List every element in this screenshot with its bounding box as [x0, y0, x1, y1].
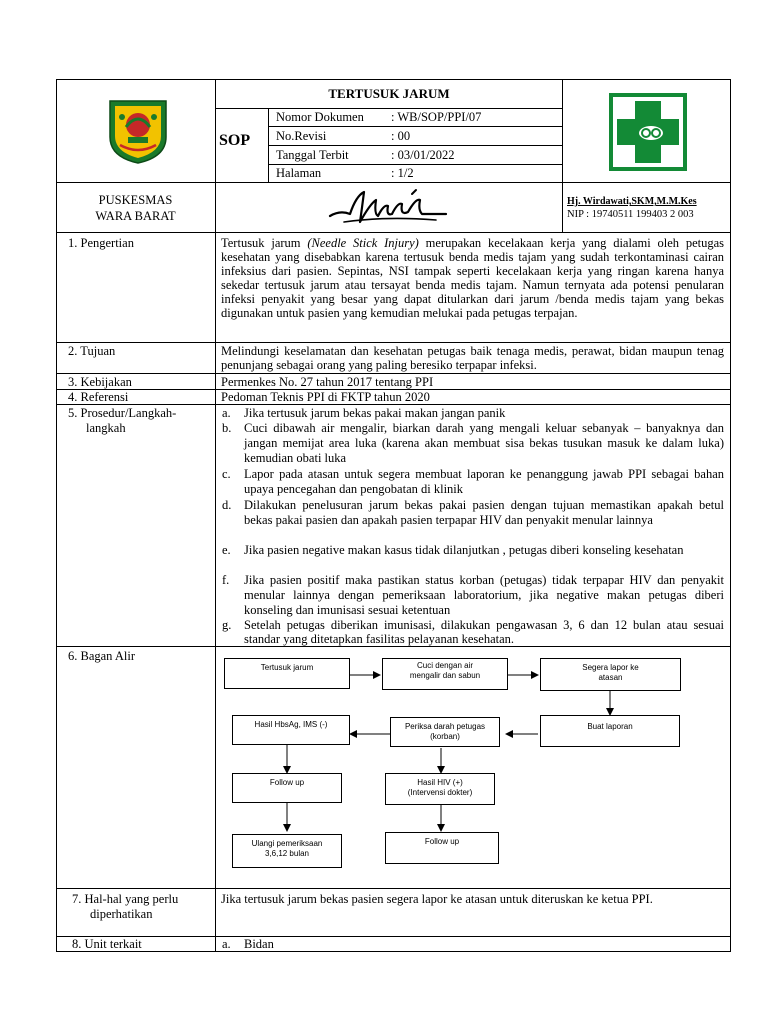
- step-text: Dilakukan penelusuran jarum bekas pakai pasien dengan tujuan memastikan apakah betul bekas pakai pasien dan apakah pasien terpapar HIV dan penyakit menular lainnya: [244, 498, 724, 527]
- node-text: Tertusuk jarum: [260, 663, 314, 672]
- node-text: atasan: [598, 673, 623, 682]
- tujuan-text: Melindungi keselamatan dan kesehatan petugas baik tenaga medis, perawat, bidan maupun tenag penunjang sebagai orang yang paling beresiko terpapar infeksi.: [221, 344, 724, 372]
- signature: [326, 186, 454, 230]
- step-text: Setelah petugas diberikan imunisasi, dilakukan pengawasan 3, 6 dan 12 bulan atau sesuai standar yang ditetapkan fasilitas pelayanan kesehatan.: [244, 618, 724, 646]
- divider: [56, 342, 731, 343]
- step-letter: b.: [222, 421, 232, 435]
- org-name-line1: PUSKESMAS: [98, 193, 173, 207]
- flow-node-follow-up-2: [385, 832, 499, 864]
- section-label-prosedur: 5. Prosedur/Langkah-: [68, 406, 177, 420]
- flow-node-hasil-hiv: [385, 773, 495, 805]
- step-text: Cuci dibawah air mengalir, biarkan darah yang mengali keluar sebanyak – banyaknya dan jangan memijat area luka (karena akan membuat sisa bekas tusukan masuk ke dalam luka) kemudian obati luka: [244, 421, 724, 465]
- node-text: Follow up: [269, 778, 305, 787]
- unit-text: Bidan: [244, 937, 274, 951]
- org-name-line2: WARA BARAT: [95, 209, 176, 223]
- flow-node-hasil-negatif: [232, 715, 350, 745]
- divider: [268, 126, 563, 127]
- table-border-top: [56, 79, 731, 80]
- divider: [562, 79, 563, 232]
- node-text: Hasil HIV (+): [417, 778, 463, 787]
- signer-name: Hj. Wirdawati,SKM,M.M.Kes: [567, 196, 697, 207]
- section-label-pengertian: 1. Pengertian: [68, 236, 134, 250]
- signer-nip: NIP : 19740511 199403 2 003: [567, 209, 694, 220]
- flow-node-cuci: [382, 658, 508, 690]
- section-label-hal-2: diperhatikan: [90, 907, 153, 921]
- unit-letter: a.: [222, 937, 231, 951]
- node-text: Segera lapor ke: [582, 663, 639, 672]
- step-letter: c.: [222, 467, 231, 481]
- divider: [268, 164, 563, 165]
- divider: [56, 182, 731, 183]
- node-text: Ulangi pemeriksaan: [251, 839, 323, 848]
- section-label-bagan-alir: 6. Bagan Alir: [68, 649, 136, 663]
- meta-value: : 03/01/2022: [391, 148, 455, 162]
- flow-node-follow-up-1: [232, 773, 342, 803]
- divider: [56, 888, 731, 889]
- node-text: Buat laporan: [587, 722, 633, 731]
- step-text: Jika pasien negative makan kasus tidak dilanjutkan , petugas diberi konseling kesehatan: [244, 543, 684, 557]
- node-text: (Intervensi dokter): [407, 788, 473, 797]
- meta-label: No.Revisi: [276, 129, 327, 143]
- divider: [56, 936, 731, 937]
- flow-node-tertusuk: [224, 658, 350, 689]
- step-text: Lapor pada atasan untuk segera membuat laporan ke penanggung jawab PPI sebagai bahan upaya pencegahan dan pengobatan di klinik: [244, 467, 724, 496]
- divider: [215, 108, 563, 109]
- step-letter: g.: [222, 618, 232, 632]
- hal-text: Jika tertusuk jarum bekas pasien segera lapor ke atasan untuk diteruskan ke ketua PPI.: [221, 892, 653, 906]
- flow-node-periksa: [390, 717, 500, 747]
- meta-value: : 00: [391, 129, 411, 143]
- puskesmas-logo: [609, 93, 687, 171]
- sop-label: SOP: [219, 132, 251, 149]
- section-label-referensi: 4. Referensi: [68, 390, 129, 404]
- node-text: Cuci dengan air: [416, 661, 474, 670]
- meta-value: : 1/2: [391, 166, 414, 180]
- node-text: (korban): [430, 732, 460, 741]
- step-text: Jika tertusuk jarum bekas pakai makan jangan panik: [244, 406, 506, 420]
- node-text: 3,6,12 bulan: [264, 849, 310, 858]
- section-label-unit: 8. Unit terkait: [72, 937, 142, 951]
- divider: [56, 373, 731, 374]
- meta-label: Tanggal Terbit: [276, 148, 349, 162]
- meta-value: : WB/SOP/PPI/07: [391, 110, 482, 124]
- divider: [56, 232, 731, 233]
- step-letter: a.: [222, 406, 231, 420]
- meta-label: Halaman: [276, 166, 322, 180]
- section-label-hal: 7. Hal-hal yang perlu: [72, 892, 179, 906]
- regency-emblem-logo: [106, 97, 170, 165]
- meta-label: Nomor Dokumen: [276, 110, 364, 124]
- section-label-prosedur-2: langkah: [86, 421, 126, 435]
- document-title: TERTUSUK JARUM: [328, 86, 450, 101]
- referensi-text: Pedoman Teknis PPI di FKTP tahun 2020: [221, 390, 430, 404]
- pengertian-rest: merupakan kecelakaan kerja yang dialami oleh petugas kesehatan yang disebabkan karena tertusuk benda medis tajam yang sudah terkontaminasi cairan infeksius dari pasien. Sepintas, NSI tampak seperti kecelakaan kerja yang ringan karena hanya sekedar tertusuk jarum atau tersayat benda medis tajam. Namun ternyata ada potensi penularan infeksi penyakit yang besar yang dapat ditularkan dari jarum /benda medis tajam yang bekas digunakan untuk pasien yang kemudian melukai pada petugas terpajan.: [221, 236, 725, 320]
- step-letter: e.: [222, 543, 231, 557]
- divider: [56, 404, 731, 405]
- node-text: Hasil HbsAg, IMS (-): [254, 720, 328, 729]
- table-border-bottom: [56, 951, 731, 952]
- flow-node-buat-laporan: [540, 715, 680, 747]
- flow-node-ulangi: [232, 834, 342, 868]
- pengertian-text: [221, 236, 724, 320]
- kebijakan-text: Permenkes No. 27 tahun 2017 tentang PPI: [221, 375, 434, 389]
- pengertian-italic: (Needle Stick Injury): [307, 236, 419, 250]
- node-text: mengalir dan sabun: [409, 671, 481, 680]
- node-text: Periksa darah petugas: [404, 722, 486, 731]
- section-label-tujuan: 2. Tujuan: [68, 344, 116, 358]
- section-label-kebijakan: 3. Kebijakan: [68, 375, 132, 389]
- node-text: Follow up: [424, 837, 460, 846]
- step-text: Jika pasien positif maka pastikan status korban (petugas) tidak terpapar HIV dan penyakit menular lainnya dengan pemeriksaan laboratorium, jika negative makan petugas diberi konseling dan imunisasi sesuai ketentuan: [244, 573, 724, 617]
- divider: [268, 145, 563, 146]
- flow-node-lapor: [540, 658, 681, 691]
- pengertian-lead: Tertusuk jarum: [221, 236, 308, 250]
- step-letter: f.: [222, 573, 230, 587]
- step-letter: d.: [222, 498, 232, 512]
